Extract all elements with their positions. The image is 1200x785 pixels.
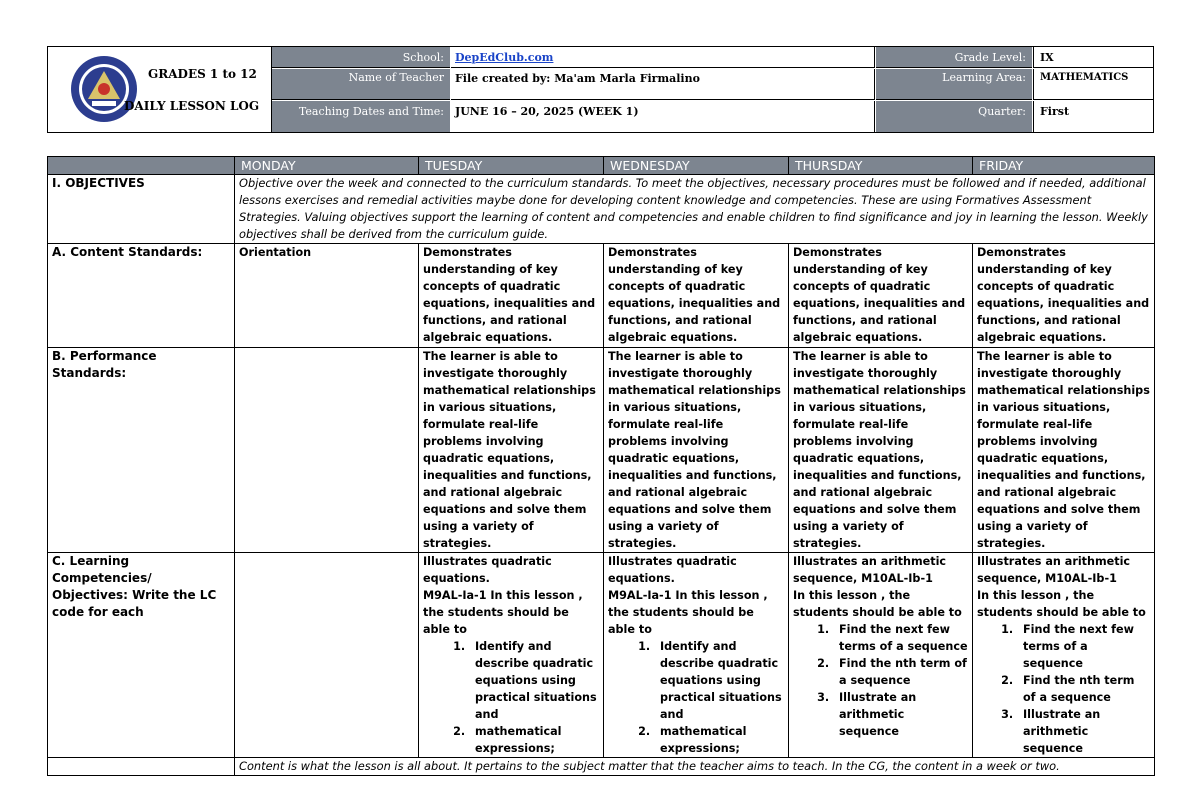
logo-cell bbox=[48, 47, 272, 132]
competency-item: 1. Identify and describe quadratic equations using practical situations and bbox=[654, 638, 784, 723]
grade-level-label: Grade Level: bbox=[876, 47, 1032, 68]
content-note-text: Content is what the lesson is all about. It pertains to the subject matter that the teacher aims to teach. In the CG, the content in a week or two. bbox=[235, 758, 1155, 776]
competencies-wednesday bbox=[604, 553, 789, 758]
content-note-label bbox=[48, 758, 235, 776]
competency-item: 3. Illustrate an arithmetic sequence bbox=[1017, 706, 1150, 757]
learning-area-value: MATHEMATICS bbox=[1033, 69, 1154, 100]
performance-standards-thursday: The learner is able to investigate thoroughly mathematical relationships in various situations, formulate real-life problems involving quadratic equations, inequalities and functions, and rational algebraic equations and solve them using a variety of strategies. bbox=[789, 348, 973, 553]
content-standards-wednesday: Demonstrates understanding of key concepts of quadratic equations, inequalities and functions, and rational algebraic equations. bbox=[604, 244, 789, 348]
competency-intro: M9AL-Ia-1 In this lesson , the students should be able to bbox=[423, 589, 583, 636]
competency-item: 2. mathematical expressions; bbox=[469, 723, 599, 757]
competency-item: 2. mathematical expressions; bbox=[654, 723, 784, 757]
performance-standards-friday: The learner is able to investigate thoroughly mathematical relationships in various situations, formulate real-life problems involving quadratic equations, inequalities and functions, and rational algebraic equations and solve them using a variety of strategies. bbox=[973, 348, 1155, 553]
day-header-blank bbox=[48, 157, 235, 175]
teaching-dates-value: JUNE 16 – 20, 2025 (WEEK 1) bbox=[451, 101, 875, 132]
competency-intro: In this lesson , the students should be able to bbox=[977, 589, 1146, 619]
competencies-label: C. Learning Competencies/ Objectives: Write the LC code for each bbox=[48, 553, 235, 758]
performance-standards-wednesday: The learner is able to investigate thoroughly mathematical relationships in various situations, formulate real-life problems involving quadratic equations, inequalities and functions, and rational algebraic equations and solve them using a variety of strategies. bbox=[604, 348, 789, 553]
content-standards-tuesday: Demonstrates understanding of key concepts of quadratic equations, inequalities and functions, and rational algebraic equations. bbox=[419, 244, 604, 348]
content-standards-thursday: Demonstrates understanding of key concepts of quadratic equations, inequalities and functions, and rational algebraic equations. bbox=[789, 244, 973, 348]
objectives-text: Objective over the week and connected to the curriculum standards. To meet the objectives, necessary procedures must be followed and if needed, additional lessons exercises and remedial activities maybe done for developing content knowledge and competencies. These are using Formatives Assessment Strategies. Valuing objectives support the learning of content and competencies and enable children to find significance and joy in learning the lesson. Weekly objectives shall be derived from the curriculum guide. bbox=[235, 175, 1155, 244]
grade-level-value: IX bbox=[1033, 47, 1154, 68]
grades-title: GRADES 1 to 12 bbox=[148, 67, 257, 81]
competency-list bbox=[793, 621, 968, 740]
teacher-label: Name of Teacher bbox=[272, 69, 450, 100]
competency-list bbox=[608, 638, 784, 757]
content-standards-label: A. Content Standards: bbox=[48, 244, 235, 348]
school-link[interactable]: DepEdClub.com bbox=[455, 51, 554, 64]
competency-item: 3. Illustrate an arithmetic sequence bbox=[833, 689, 968, 740]
quarter-label: Quarter: bbox=[876, 101, 1032, 132]
competency-title: Illustrates quadratic equations. bbox=[423, 555, 552, 585]
content-standards-friday: Demonstrates understanding of key concepts of quadratic equations, inequalities and functions, and rational algebraic equations. bbox=[973, 244, 1155, 348]
content-standards-row bbox=[48, 244, 1155, 348]
objectives-row bbox=[48, 175, 1155, 244]
day-friday: FRIDAY bbox=[973, 157, 1155, 175]
performance-standards-label: B. Performance Standards: bbox=[48, 348, 235, 553]
day-monday: MONDAY bbox=[235, 157, 419, 175]
day-tuesday: TUESDAY bbox=[419, 157, 604, 175]
lesson-plan-table bbox=[47, 156, 1155, 776]
competency-intro: In this lesson , the students should be able to bbox=[793, 589, 962, 619]
header-row-teacher bbox=[272, 69, 1154, 101]
school-value[interactable] bbox=[451, 47, 875, 68]
objectives-label: I. OBJECTIVES bbox=[48, 175, 235, 244]
competency-item: 1. Find the next few terms of a sequence bbox=[833, 621, 968, 655]
day-wednesday: WEDNESDAY bbox=[604, 157, 789, 175]
content-note-row bbox=[48, 758, 1155, 776]
competency-item: 2. Find the nth term of a sequence bbox=[1017, 672, 1150, 706]
competencies-monday bbox=[235, 553, 419, 758]
header-row-school bbox=[272, 47, 1154, 69]
competency-title: Illustrates an arithmetic sequence, M10AL-Ib-1 bbox=[793, 555, 947, 585]
content-standards-monday: Orientation bbox=[235, 244, 419, 348]
header-row-dates bbox=[272, 101, 1154, 132]
teacher-value: File created by: Ma'am Marla Firmalino bbox=[451, 69, 875, 100]
performance-standards-tuesday: The learner is able to investigate thoroughly mathematical relationships in various situations, formulate real-life problems involving quadratic equations, inequalities and functions, and rational algebraic equations and solve them using a variety of strategies. bbox=[419, 348, 604, 553]
competency-list bbox=[423, 638, 599, 757]
lesson-log-header bbox=[47, 46, 1154, 133]
competency-item: 2. Find the nth term of a sequence bbox=[833, 655, 968, 689]
performance-standards-row bbox=[48, 348, 1155, 553]
competency-intro: M9AL-Ia-1 In this lesson , the students should be able to bbox=[608, 589, 768, 636]
school-label: School: bbox=[272, 47, 450, 68]
competencies-friday bbox=[973, 553, 1155, 758]
performance-standards-monday bbox=[235, 348, 419, 553]
competency-item: 1. Find the next few terms of a sequence bbox=[1017, 621, 1150, 672]
competency-item: 1. Identify and describe quadratic equations using practical situations and bbox=[469, 638, 599, 723]
learning-area-label: Learning Area: bbox=[876, 69, 1032, 100]
competencies-tuesday bbox=[419, 553, 604, 758]
competencies-row bbox=[48, 553, 1155, 758]
teaching-dates-label: Teaching Dates and Time: bbox=[272, 101, 450, 132]
competency-list bbox=[977, 621, 1150, 757]
day-header-row bbox=[48, 157, 1155, 175]
quarter-value: First bbox=[1033, 101, 1154, 132]
competency-title: Illustrates quadratic equations. bbox=[608, 555, 737, 585]
daily-lesson-log-title: DAILY LESSON LOG bbox=[124, 99, 260, 113]
competencies-thursday bbox=[789, 553, 973, 758]
day-thursday: THURSDAY bbox=[789, 157, 973, 175]
competency-title: Illustrates an arithmetic sequence, M10AL-Ib-1 bbox=[977, 555, 1131, 585]
